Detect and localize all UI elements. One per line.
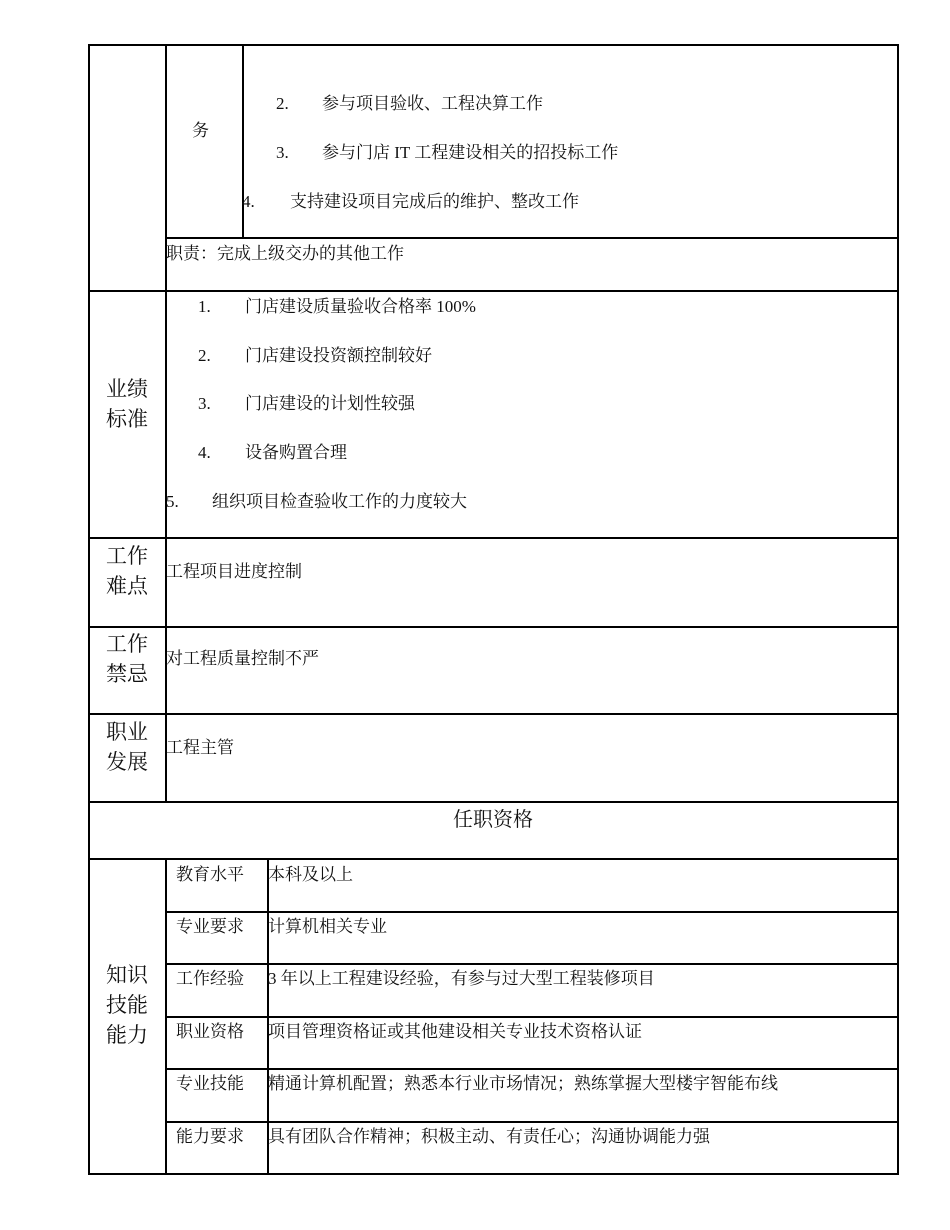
difficulty-label-line1: 工作: [106, 544, 148, 568]
duty-label-fragment: 务: [192, 121, 209, 140]
row-divider-qualifications: [88, 801, 899, 803]
performance-item-number: 5.: [166, 492, 179, 511]
duty-item-number: 2.: [276, 94, 289, 113]
qual-row-label: 专业要求: [176, 917, 244, 936]
taboo-text: 对工程质量控制不严: [166, 649, 319, 668]
duty-item-text: 参与项目验收、工程决算工作: [322, 94, 543, 113]
row-divider-difficulty: [88, 537, 899, 539]
table-border-bottom: [88, 1173, 899, 1175]
row-divider-career: [88, 713, 899, 715]
qual-row-divider-3: [165, 1016, 898, 1018]
performance-item-number: 4.: [198, 443, 211, 462]
qual-row-value: 3 年以上工程建设经验，有参与过大型工程装修项目: [268, 969, 655, 988]
qual-row-value: 本科及以上: [268, 865, 353, 884]
qual-row-divider-5: [165, 1121, 898, 1123]
qual-row-label: 能力要求: [176, 1127, 244, 1146]
performance-item-number: 2.: [198, 346, 211, 365]
qual-row-value: 精通计算机配置；熟悉本行业市场情况；熟练掌握大型楼宇智能布线: [268, 1074, 778, 1093]
duty-item-text: 支持建设项目完成后的维护、整改工作: [290, 192, 579, 211]
row-divider-performance: [88, 290, 899, 292]
performance-label-line1: 业绩: [106, 377, 148, 401]
taboo-label-line2: 禁忌: [106, 662, 148, 686]
difficulty-text: 工程项目进度控制: [166, 562, 302, 581]
knowledge-label-line2: 技能: [106, 993, 148, 1017]
performance-item-text: 门店建设质量验收合格率 100%: [245, 297, 476, 316]
duty-row-divider: [165, 237, 898, 239]
other-duty-text: 职责：完成上级交办的其他工作: [166, 244, 404, 263]
knowledge-label-line1: 知识: [106, 963, 148, 987]
qualifications-title: 任职资格: [453, 809, 533, 831]
career-label-line1: 职业: [106, 720, 148, 744]
taboo-label: [89, 629, 165, 689]
row-divider-knowledge: [88, 858, 899, 860]
qual-row-label: 专业技能: [176, 1074, 244, 1093]
career-label: [89, 717, 165, 777]
career-text: 工程主管: [166, 738, 234, 757]
qual-row-divider-2: [165, 963, 898, 965]
knowledge-label: [89, 960, 165, 1050]
label-column-divider: [165, 44, 167, 802]
qual-row-label: 工作经验: [176, 969, 244, 988]
performance-label-line2: 标准: [106, 407, 148, 431]
difficulty-label-line2: 难点: [106, 574, 148, 598]
career-label-line2: 发展: [106, 750, 148, 774]
qual-row-value: 具有团队合作精神；积极主动、有责任心；沟通协调能力强: [268, 1127, 710, 1146]
performance-item-text: 设备购置合理: [245, 443, 347, 462]
knowledge-label-line3: 能力: [106, 1023, 148, 1047]
qual-row-divider-1: [165, 911, 898, 913]
performance-item-text: 门店建设投资额控制较好: [245, 346, 432, 365]
table-border-top: [88, 44, 899, 46]
qual-row-label: 职业资格: [176, 1022, 244, 1041]
difficulty-label: [89, 541, 165, 601]
duty-item-number: 3.: [276, 143, 289, 162]
duty-item-text: 参与门店 IT 工程建设相关的招投标工作: [322, 143, 619, 162]
duty-item-number: 4.: [242, 192, 255, 211]
qual-row-divider-4: [165, 1068, 898, 1070]
table-border-right: [897, 44, 899, 1174]
performance-item-number: 3.: [198, 394, 211, 413]
taboo-label-line1: 工作: [106, 632, 148, 656]
row-divider-taboo: [88, 626, 899, 628]
performance-label: [89, 374, 165, 434]
performance-item-text: 门店建设的计划性较强: [245, 394, 415, 413]
performance-item-text: 组织项目检查验收工作的力度较大: [212, 492, 467, 511]
qual-row-label: 教育水平: [176, 865, 244, 884]
qual-row-value: 计算机相关专业: [268, 917, 387, 936]
performance-item-number: 1.: [198, 297, 211, 316]
qual-row-value: 项目管理资格证或其他建设相关专业技术资格认证: [268, 1022, 642, 1041]
